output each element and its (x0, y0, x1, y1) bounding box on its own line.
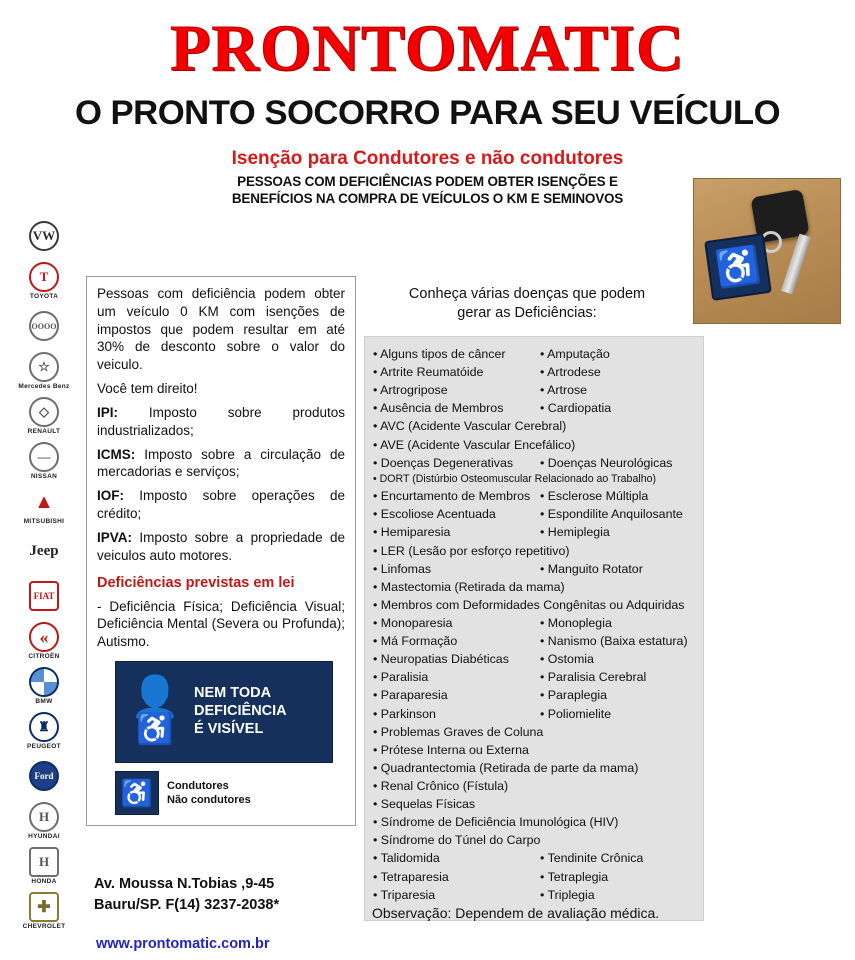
hyundai-icon: H (29, 802, 59, 832)
diseases-heading-line-1: Conheça várias doenças que podem (408, 286, 646, 302)
list-item-label: Hemiplegia (547, 525, 610, 540)
list-item: • Tetraplegia (540, 869, 609, 884)
list-item: • Prótese Interna ou Externa (373, 742, 529, 757)
section-subtitle-line-2: BENEFÍCIOS NA COMPRA DE VEÍCULOS O KM E SEMINOVOS (231, 190, 624, 206)
list-item: • Nanismo (Baixa estatura) (540, 634, 688, 649)
logo-caption: HONDA (31, 878, 57, 885)
list-item: • Membros com Deformidades Congênitas ou Adquiridas (373, 597, 685, 612)
list-item-label: Esclerose Múltipla (547, 489, 649, 504)
list-item: • Monoplegia (540, 615, 612, 630)
list-item: • Encurtamento de Membros (373, 489, 531, 504)
poster-line-3: É VISÍVEL (194, 720, 264, 737)
list-item-label: Paralisia Cerebral (547, 670, 647, 685)
list-item-label: AVC (Acidente Vascular Cerebral) (380, 419, 567, 434)
tax-label-ipi: IPI: (97, 404, 119, 420)
list-item-label: Quadrantectomia (Retirada de parte da mama) (380, 760, 639, 775)
logo-ford (13, 755, 75, 797)
list-item: • AVE (Acidente Vascular Encefálico) (373, 437, 576, 452)
diseases-column-left (373, 849, 534, 903)
list-item: • Hemiplegia (540, 525, 610, 540)
list-item-label: Problemas Graves de Coluna (380, 724, 544, 739)
list-item: • Síndrome do Túnel do Carpo (373, 833, 541, 848)
observation-text: Observação: Dependem de avaliação médica. (372, 905, 660, 921)
benefits-panel (86, 276, 356, 826)
logo-citroen (13, 620, 75, 662)
tax-text-iof: Imposto sobre operações de crédito; (97, 488, 345, 521)
diseases-columns (373, 487, 695, 541)
list-item: • Tendinite Crônica (540, 851, 644, 866)
person-icon: 👤 (130, 674, 180, 719)
list-item-label: Paraplegia (547, 688, 608, 703)
list-item: • Ausência de Membros (373, 401, 504, 416)
list-item: • Artrose (540, 383, 588, 398)
list-item: • Síndrome de Deficiência Imunológica (HIV) (373, 815, 619, 830)
list-item: • Neuropatias Diabéticas (373, 652, 509, 667)
logo-toyota (13, 260, 75, 302)
list-item-label: Triplegia (547, 887, 595, 902)
list-item: • Paralisia Cerebral (540, 670, 647, 685)
tax-text-icms: Imposto sobre a circulação de mercadorias e serviços; (97, 446, 345, 480)
list-item-label: Amputação (547, 347, 610, 361)
diseases-heading-line-2: gerar as Deficiências: (457, 304, 597, 321)
tax-item-icms (97, 446, 345, 482)
list-item: • Espondilite Anquilosante (540, 507, 683, 522)
wheelchair-icon: ♿ (115, 771, 159, 815)
logo-volkswagen (13, 215, 75, 257)
chevrolet-icon: ✚ (29, 892, 59, 922)
logo-caption: Mercedes Benz (18, 383, 70, 390)
list-item: • Quadrantectomia (Retirada de parte da mama) (373, 760, 639, 775)
address-block (94, 874, 354, 916)
list-item-label: Síndrome de Deficiência Imunológica (HIV) (380, 815, 619, 830)
citroen-icon: « (29, 622, 59, 652)
list-item-label: DORT (Distúrbio Osteomuscular Relacionado ao Trabalho) (379, 472, 657, 485)
logo-audi (13, 305, 75, 347)
list-item: • Amputação (540, 347, 610, 361)
logo-peugeot (13, 710, 75, 752)
list-item: • Talidomida (373, 851, 440, 866)
list-item: • Esclerose Múltipla (540, 489, 649, 504)
logo-caption: NISSAN (30, 473, 58, 480)
ford-icon: Ford (29, 761, 59, 791)
brand-logo-strip (8, 215, 80, 935)
page-tagline: O PRONTO SOCORRO PARA SEU VEÍCULO (74, 94, 781, 132)
list-item-label: Tetraparesia (380, 869, 449, 884)
tax-label-icms: ICMS: (97, 446, 136, 462)
list-item: • Poliomielite (540, 706, 612, 721)
renault-icon: ◇ (29, 397, 59, 427)
list-item-label: Alguns tipos de câncer (380, 347, 506, 361)
section-title: Isenção para Condutores e não condutores (231, 148, 624, 169)
list-item: • Alguns tipos de câncer (373, 347, 506, 361)
list-item-label: Paraparesia (380, 688, 448, 703)
nao-condutores-label: Não condutores (167, 793, 251, 806)
diseases-columns (373, 345, 695, 417)
mitsubishi-icon: ▲ (29, 487, 59, 517)
peugeot-lion-icon: ♜ (29, 712, 59, 742)
list-item-label: Talidomida (380, 851, 440, 866)
diseases-columns (373, 849, 695, 903)
list-item-label: Mastectomia (Retirada da mama) (380, 579, 565, 594)
tax-label-iof: IOF: (97, 488, 124, 504)
diseases-column-right (534, 454, 695, 472)
list-item: • Parkinson (373, 706, 436, 721)
list-item-label: Escoliose Acentuada (380, 507, 496, 522)
list-item: • Cardiopatia (540, 401, 612, 416)
list-item-label: Linfomas (380, 561, 432, 576)
logo-hyundai (13, 800, 75, 842)
list-item-label: Cardiopatia (547, 401, 612, 416)
list-item-label: Espondilite Anquilosante (547, 507, 683, 522)
list-item-label: Nanismo (Baixa estatura) (547, 634, 688, 649)
list-item: • Ostomia (540, 652, 594, 667)
logo-mitsubishi (13, 485, 75, 527)
awareness-poster (115, 661, 333, 763)
condutores-badge-text (167, 779, 251, 808)
diseases-column-left (373, 560, 534, 578)
list-item-label: Parkinson (380, 706, 436, 721)
tax-item-ipi (97, 404, 345, 440)
tax-text-ipi: Imposto sobre produtos industrializados; (97, 404, 345, 438)
website-link[interactable]: www.prontomatic.com.br (96, 936, 270, 952)
list-item-label: Artrogripose (380, 383, 448, 398)
list-item: • Mastectomia (Retirada da mama) (373, 579, 565, 594)
list-item: • AVC (Acidente Vascular Cerebral) (373, 419, 567, 434)
diseases-columns (373, 560, 695, 578)
tax-label-ipva: IPVA: (97, 529, 133, 545)
list-item: • Tetraparesia (373, 869, 449, 884)
toyota-icon: T (29, 262, 59, 292)
list-item-label: Artrose (547, 383, 588, 398)
benefits-claim: Você tem direito! (97, 381, 198, 397)
diseases-heading (372, 285, 682, 323)
list-item-label: Má Formação (380, 634, 458, 649)
list-item-label: Doenças Degenerativas (380, 455, 514, 470)
list-item: • Paraplegia (540, 688, 608, 703)
law-section-text: - Deficiência Física; Deficiência Visual; Deficiência Mental (Severa ou Profunda); Autismo. (97, 598, 345, 650)
list-item-label: Manguito Rotator (547, 561, 643, 576)
logo-caption: HYUNDAI (28, 833, 60, 840)
mercedes-star-icon: ☆ (29, 352, 59, 382)
honda-icon: H (29, 847, 59, 877)
list-item-label: Poliomielite (547, 706, 612, 721)
list-item-label: Encurtamento de Membros (380, 489, 531, 504)
list-item: • Monoparesia (373, 615, 453, 630)
list-item-label: Triparesia (380, 887, 436, 902)
key-blade-icon (781, 234, 811, 295)
diseases-column-left (373, 345, 534, 417)
logo-nissan (13, 440, 75, 482)
logo-caption: MITSUBISHI (23, 518, 65, 525)
list-item-label: AVE (Acidente Vascular Encefálico) (380, 437, 576, 452)
list-item-label: Monoplegia (547, 615, 612, 630)
logo-caption: BMW (35, 698, 53, 705)
wheelchair-icon: ♿ (136, 712, 174, 746)
diseases-list-box (364, 336, 704, 921)
list-item-label: Sequelas Físicas (380, 797, 476, 812)
list-item: • Sequelas Físicas (373, 797, 476, 812)
diseases-column-right (534, 560, 695, 578)
poster-text (194, 685, 287, 738)
address-line-2: Bauru/SP. F(14) 3237-2038* (94, 897, 280, 914)
logo-caption: RENAULT (27, 428, 61, 435)
list-item-label: LER (Lesão por esforço repetitivo) (380, 543, 570, 558)
poster-line-2: DEFICIÊNCIA (194, 703, 287, 720)
list-item-label: Síndrome do Túnel do Carpo (380, 833, 541, 848)
list-item: • Escoliose Acentuada (373, 507, 496, 522)
address-line-1: Av. Moussa N.Tobias ,9-45 (94, 876, 275, 892)
logo-honda (13, 845, 75, 887)
logo-caption: CITROËN (28, 653, 60, 660)
tax-item-ipva (97, 529, 345, 565)
list-item: • Artrogripose (373, 383, 448, 398)
logo-caption: CHEVROLET (22, 923, 66, 930)
list-item-label: Ausência de Membros (380, 401, 504, 416)
diseases-column-right (534, 849, 695, 903)
list-item-label: Prótese Interna ou Externa (380, 742, 529, 757)
wheelchair-icon: ♿ (704, 233, 772, 301)
list-item-label: Paralisia (380, 670, 429, 685)
tax-text-ipva: Imposto sobre a propriedade de veiculos auto motores. (97, 529, 345, 563)
tax-item-iof (97, 487, 345, 523)
list-item: • Artrodese (540, 365, 601, 380)
list-item: • Doenças Degenerativas (373, 455, 514, 470)
list-item-label: Ostomia (547, 652, 594, 667)
list-item: • Renal Crônico (Fístula) (373, 778, 509, 793)
list-item: • DORT (Distúrbio Osteomuscular Relacionado ao Trabalho) (373, 472, 657, 485)
list-item: • Hemiparesia (373, 525, 451, 540)
list-item: • Paralisia (373, 670, 429, 685)
poster-figures (116, 674, 194, 746)
logo-fiat (13, 575, 75, 617)
list-item-label: Tetraplegia (547, 869, 609, 884)
logo-chevrolet (13, 890, 75, 932)
list-item-label: Hemiparesia (380, 525, 451, 540)
bmw-icon (29, 667, 59, 697)
logo-bmw (13, 665, 75, 707)
section-subtitle-line-1: PESSOAS COM DEFICIÊNCIAS PODEM OBTER ISENÇÕES E (237, 174, 618, 189)
logo-jeep: Jeep (29, 542, 59, 559)
diseases-column-right (534, 345, 695, 417)
audi-icon: OOOO (29, 311, 59, 341)
list-item-label: Neuropatias Diabéticas (380, 652, 509, 667)
diseases-columns (373, 454, 695, 472)
list-item: • Doenças Neurológicas (540, 455, 673, 470)
diseases-column-left (373, 614, 534, 723)
diseases-column-right (534, 487, 695, 541)
list-item: • Triplegia (540, 887, 595, 902)
list-item-label: Artrite Reumatóide (380, 365, 484, 380)
list-item: • LER (Lesão por esforço repetitivo) (373, 543, 570, 558)
diseases-column-left (373, 487, 534, 541)
list-item: • Triparesia (373, 887, 436, 902)
logo-renault (13, 395, 75, 437)
list-item: • Má Formação (373, 634, 458, 649)
list-item: • Problemas Graves de Coluna (373, 724, 544, 739)
list-item-label: Artrodese (547, 365, 601, 380)
condutores-label: Condutores (167, 779, 229, 792)
logo-caption: PEUGEOT (27, 743, 61, 750)
car-key-photo (693, 178, 841, 324)
condutores-badge (115, 771, 345, 815)
list-item-label: Renal Crônico (Fístula) (380, 778, 509, 793)
law-section-title: Deficiências previstas em lei (97, 575, 295, 592)
benefits-intro: Pessoas com deficiência podem obter um veículo 0 KM com isenções de impostos que podem resultar em até 30% de desconto sobre o valor do veiculo. (97, 286, 345, 373)
diseases-column-right (534, 614, 695, 723)
diseases-columns (373, 614, 695, 723)
nissan-icon: — (29, 442, 59, 472)
list-item: • Artrite Reumatóide (373, 365, 484, 380)
page-title: PRONTOMATIC (170, 12, 685, 85)
list-item-label: Doenças Neurológicas (547, 455, 673, 470)
list-item: • Paraparesia (373, 688, 448, 703)
poster-line-1: NEM TODA (194, 685, 272, 702)
logo-caption: TOYOTA (29, 293, 59, 300)
list-item-label: Monoparesia (380, 615, 453, 630)
list-item-label: Tendinite Crônica (547, 851, 644, 866)
logo-mercedes-benz (13, 350, 75, 392)
fiat-icon: FIAT (29, 581, 59, 611)
list-item: • Linfomas (373, 561, 432, 576)
list-item-label: Membros com Deformidades Congênitas ou Adquiridas (380, 597, 685, 612)
diseases-column-left (373, 454, 534, 472)
volkswagen-icon: VW (29, 221, 59, 251)
list-item: • Manguito Rotator (540, 561, 643, 576)
